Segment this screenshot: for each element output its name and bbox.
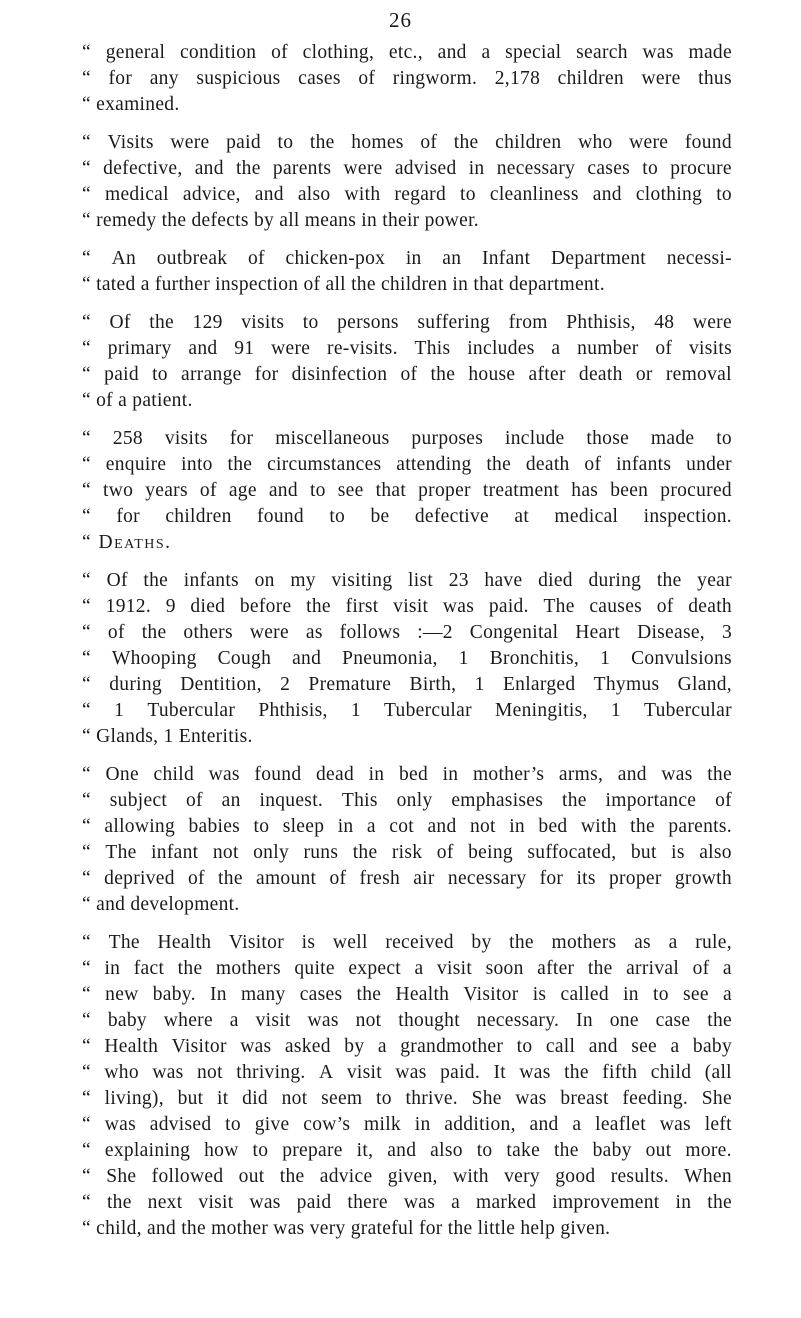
text-line: “ Glands, 1 Enteritis.	[82, 726, 253, 747]
text-line: “ Health Visitor was asked by a grandmother to call and see a baby	[82, 1036, 732, 1057]
page-number: 26	[389, 8, 412, 32]
text-line: “ for any suspicious cases of ringworm. 2,178 children were thus	[82, 68, 732, 89]
paragraph	[82, 310, 732, 414]
text-line: “ child, and the mother was very grateful for the little help given.	[82, 1218, 611, 1239]
text-line: “ Deaths.	[82, 532, 172, 553]
text-line: “ One child was found dead in bed in mother’s arms, and was the	[82, 764, 732, 785]
text-line: “ enquire into the circumstances attending the death of infants under	[82, 454, 732, 475]
text-line: “ in fact the mothers quite expect a visit soon after the arrival of a	[82, 958, 732, 979]
text-line: “ tated a further inspection of all the children in that department.	[82, 274, 605, 295]
text-line: “ allowing babies to sleep in a cot and not in bed with the parents.	[82, 816, 732, 837]
text-line: “ Of the infants on my visiting list 23 have died during the year	[82, 570, 732, 591]
text-line: “ and development.	[82, 894, 240, 915]
paragraph	[82, 246, 732, 298]
text-line: “ for children found to be defective at medical inspection.	[82, 506, 732, 527]
text-line: “ who was not thriving. A visit was paid. It was the fifth child (all	[82, 1062, 732, 1083]
paragraph	[82, 930, 732, 1242]
text-line: “ Visits were paid to the homes of the children who were found	[82, 132, 732, 153]
text-line: “ baby where a visit was not thought necessary. In one case the	[82, 1010, 732, 1031]
text-line: “ The Health Visitor is well received by the mothers as a rule,	[82, 932, 732, 953]
text-line: “ paid to arrange for disinfection of the house after death or removal	[82, 364, 732, 385]
text-line: “ of a patient.	[82, 390, 193, 411]
text-line: “ explaining how to prepare it, and also to take the baby out more.	[82, 1140, 732, 1161]
text-line: “ An outbreak of chicken-pox in an Infant Department necessi-	[82, 248, 732, 269]
text-line: “ primary and 91 were re-visits. This includes a number of visits	[82, 338, 732, 359]
text-line: “ was advised to give cow’s milk in addition, and a leaflet was left	[82, 1114, 732, 1135]
text-line: “ the next visit was paid there was a marked improvement in the	[82, 1192, 732, 1213]
text-line: “ Whooping Cough and Pneumonia, 1 Bronchitis, 1 Convulsions	[82, 648, 732, 669]
paragraph	[82, 762, 732, 918]
text-line: “ of the others were as follows :—2 Congenital Heart Disease, 3	[82, 622, 732, 643]
text-line: “ subject of an inquest. This only emphasises the importance of	[82, 790, 732, 811]
text-line: “ defective, and the parents were advised in necessary cases to procure	[82, 158, 732, 179]
text-line: “ The infant not only runs the risk of being suffocated, but is also	[82, 842, 732, 863]
text-line: “ new baby. In many cases the Health Visitor is called in to see a	[82, 984, 732, 1005]
text-line: “ She followed out the advice given, with very good results. When	[82, 1166, 732, 1187]
text-line: “ 1 Tubercular Phthisis, 1 Tubercular Meningitis, 1 Tubercular	[82, 700, 732, 721]
text-line: “ Of the 129 visits to persons suffering from Phthisis, 48 were	[82, 312, 732, 333]
paragraph	[82, 568, 732, 750]
text-line: “ general condition of clothing, etc., and a special search was made	[82, 42, 732, 63]
text-line: “ living), but it did not seem to thrive. She was breast feeding. She	[82, 1088, 732, 1109]
text-line: “ remedy the defects by all means in their power.	[82, 210, 479, 231]
text-line: “ examined.	[82, 94, 180, 115]
text-line: “ deprived of the amount of fresh air necessary for its proper growth	[82, 868, 732, 889]
text-line: “ two years of age and to see that proper treatment has been procured	[82, 480, 732, 501]
text-line: “ 1912. 9 died before the first visit was paid. The causes of death	[82, 596, 732, 617]
text-line: “ during Dentition, 2 Premature Birth, 1 Enlarged Thymus Gland,	[82, 674, 732, 695]
paragraph	[82, 130, 732, 234]
paragraph	[82, 40, 732, 118]
report-text	[82, 40, 732, 1254]
paragraph	[82, 426, 732, 556]
text-line: “ medical advice, and also with regard to cleanliness and clothing to	[82, 184, 732, 205]
text-line: “ 258 visits for miscellaneous purposes include those made to	[82, 428, 732, 449]
